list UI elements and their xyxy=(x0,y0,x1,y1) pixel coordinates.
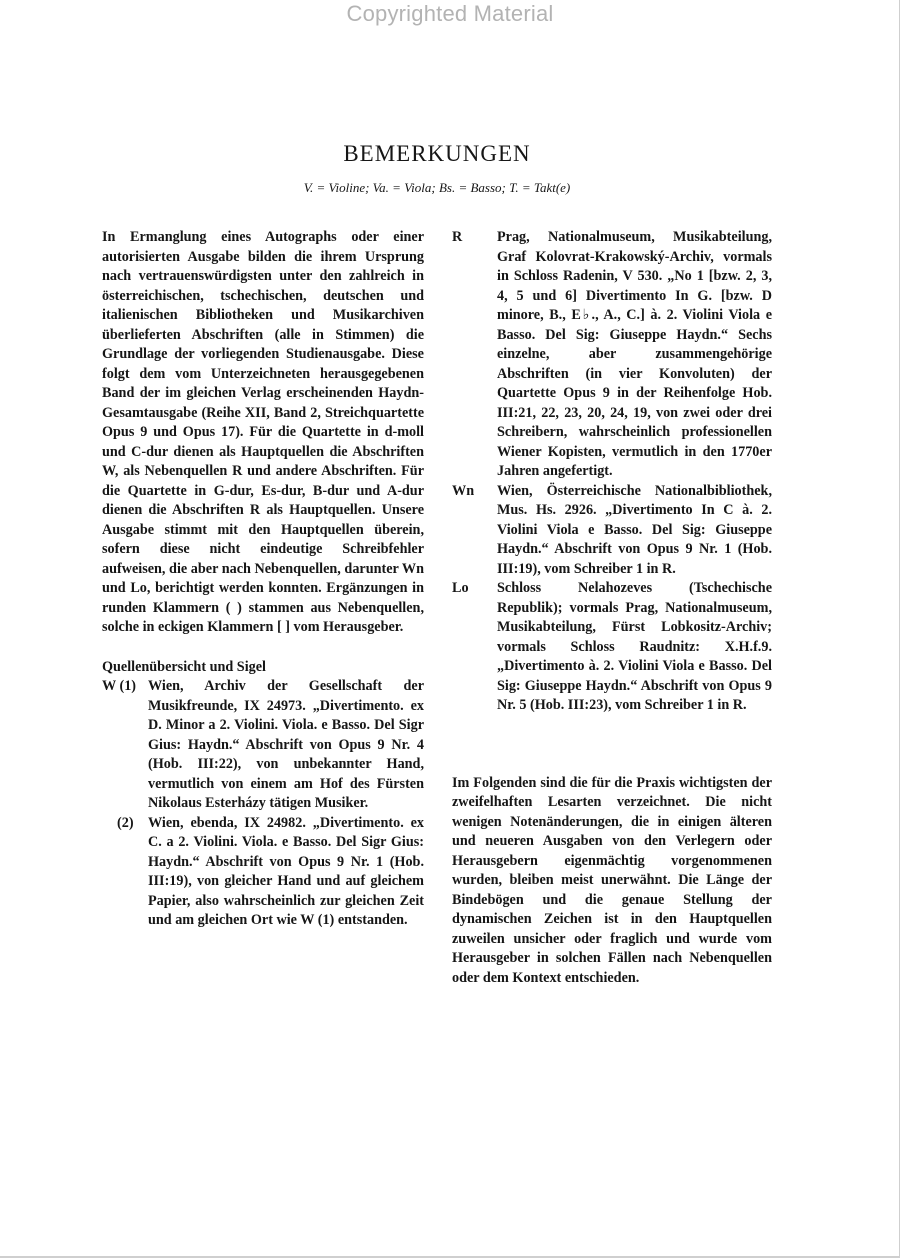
source-siglum: Lo xyxy=(452,580,469,596)
source-entry-w2 xyxy=(117,814,424,931)
source-siglum: Wn xyxy=(452,482,475,499)
intro-paragraph: In Ermanglung eines Autographs oder einer autorisierten Ausgabe bilden die ihrem Ursprung nach vertrauenswürdigsten unter den zahlreich in österreichischen, tschechischen, deutschen und italienischen Bibliotheken und Musikarchiven überlieferten Abschriften (alle in Stimmen) die Grundlage der vorliegenden Studienausgabe. Diese folgt dem vom Unterzeichneten herausgegebenen Band der im gleichen Verlag erscheinenden Haydn-Gesamtausgabe (Reihe XII, Band 2, Streichquartette Opus 9 und Opus 17). Für die Quartette in d-moll und C-dur dienen als Hauptquellen die Abschriften W, als Nebenquellen R und andere Abschriften. Für die Quartette in G-dur, Es-dur, B-dur und A-dur dienen die Abschriften R als Hauptquellen. Unsere Ausgabe stimmt mit den Hauptquellen überein, sofern diese nicht eindeutige Schreibfehler aufweisen, die aber nach Nebenquellen, darunter Wn und Lo, berichtigt werden konnten. Ergänzungen in runden Klammern ( ) stammen aus Nebenquellen, solche in eckigen Klammern [ ] vom Herausgeber. xyxy=(102,229,424,635)
source-description: Schloss Nelahozeves (Tschechische Republik); vormals Prag, Nationalmuseum, Musikabteilung, Fürst Lobkositz-Archiv; vormals Schloss Raudnitz: X.H.f.9. „Divertimento à. 2. Violini Viola e Basso. Del Sig: Giuseppe Haydn.“ Abschrift von Opus 9 Nr. 5 (Hob. III:23), vom Schreiber 1 in R. xyxy=(497,580,772,713)
source-siglum: W (1) xyxy=(102,678,137,694)
source-entry-r xyxy=(452,228,772,482)
copyright-watermark: Copyrighted Material xyxy=(346,1,554,26)
source-description: Prag, Nationalmuseum, Musikabteilung, Graf Kolovrat-Krakowský-Archiv, vormals in Schloss Radenin, V 530. „No 1 [bzw. 2, 3, 4, 5 und 6] Divertimento In G. [bzw. D minore, B., E♭., A., C.] à. 2. Violini Viola e Basso. Del Sig: Giuseppe Haydn.“ Sechs einzelne, aber zusammengehörige Abschriften (in vier Konvoluten) der Quartette Opus 9 in der Reihenfolge Hob. III:21, 22, 23, 20, 24, 19, von zwei oder drei Schreibern, wahrscheinlich professionellen Wiener Kopisten, vermutlich in den 1770er Jahren angefertigt. xyxy=(497,229,772,479)
notes-paragraph: Im Folgenden sind die für die Praxis wichtigsten der zweifelhaften Lesarten verzeichnet. Die nicht wenigen Notenänderungen, die in einigen älteren und neueren Ausgaben von den Verlegern oder Herausgebern eigenmächtig vorgenommenen wurden, bleiben meist unerwähnt. Die Länge der Bindebögen und die genaue Stellung der dynamischen Zeichen ist in den Hauptquellen zuweilen unsicher oder fraglich und wurde vom Herausgeber in solchen Fällen nach Nebenquellen oder dem Kontext entschieden. xyxy=(452,774,772,986)
source-description: Wien, Österreichische Nationalbibliothek, Mus. Hs. 2926. „Divertimento In C à. 2. Violini Viola e Basso. Del Sig: Giuseppe Haydn.“ Abschrift von Opus 9 Nr. 1 (Hob. III:19), vom Schreiber 1 in R. xyxy=(497,482,772,577)
abbreviations-line: V. = Violine; Va. = Viola; Bs. = Basso; T. = Takt(e) xyxy=(303,180,571,195)
page-title: BEMERKUNGEN xyxy=(343,141,531,167)
right-column xyxy=(452,228,772,988)
left-column xyxy=(102,228,424,931)
source-entry-wn xyxy=(452,482,772,580)
source-siglum: R xyxy=(452,229,463,245)
source-description: Wien, ebenda, IX 24982. „Divertimento. ex C. a 2. Violini. Viola. e Basso. Del Sigr Gius: Haydn.“ Abschrift von Opus 9 Nr. 1 (Hob. III:19), von gleicher Hand und auf gleichem Papier, also wahrscheinlich zur gleichen Zeit und am gleichen Ort wie W (1) entstanden. xyxy=(148,814,424,928)
source-entry-lo xyxy=(452,579,772,716)
source-siglum: (2) xyxy=(117,814,134,831)
source-description: Wien, Archiv der Gesellschaft der Musikfreunde, IX 24973. „Divertimento. ex D. Minor a 2. Violini. Viola. e Basso. Del Sigr Gius: Haydn.“ Abschrift von Opus 9 Nr. 4 (Hob. III:22), von unbekannter Hand, vermutlich von einem am Hof des Fürsten Nikolaus Esterházy tätigen Musiker. xyxy=(148,678,424,811)
sources-heading: Quellenübersicht und Sigel xyxy=(102,658,266,675)
source-entry-w1 xyxy=(102,677,424,814)
